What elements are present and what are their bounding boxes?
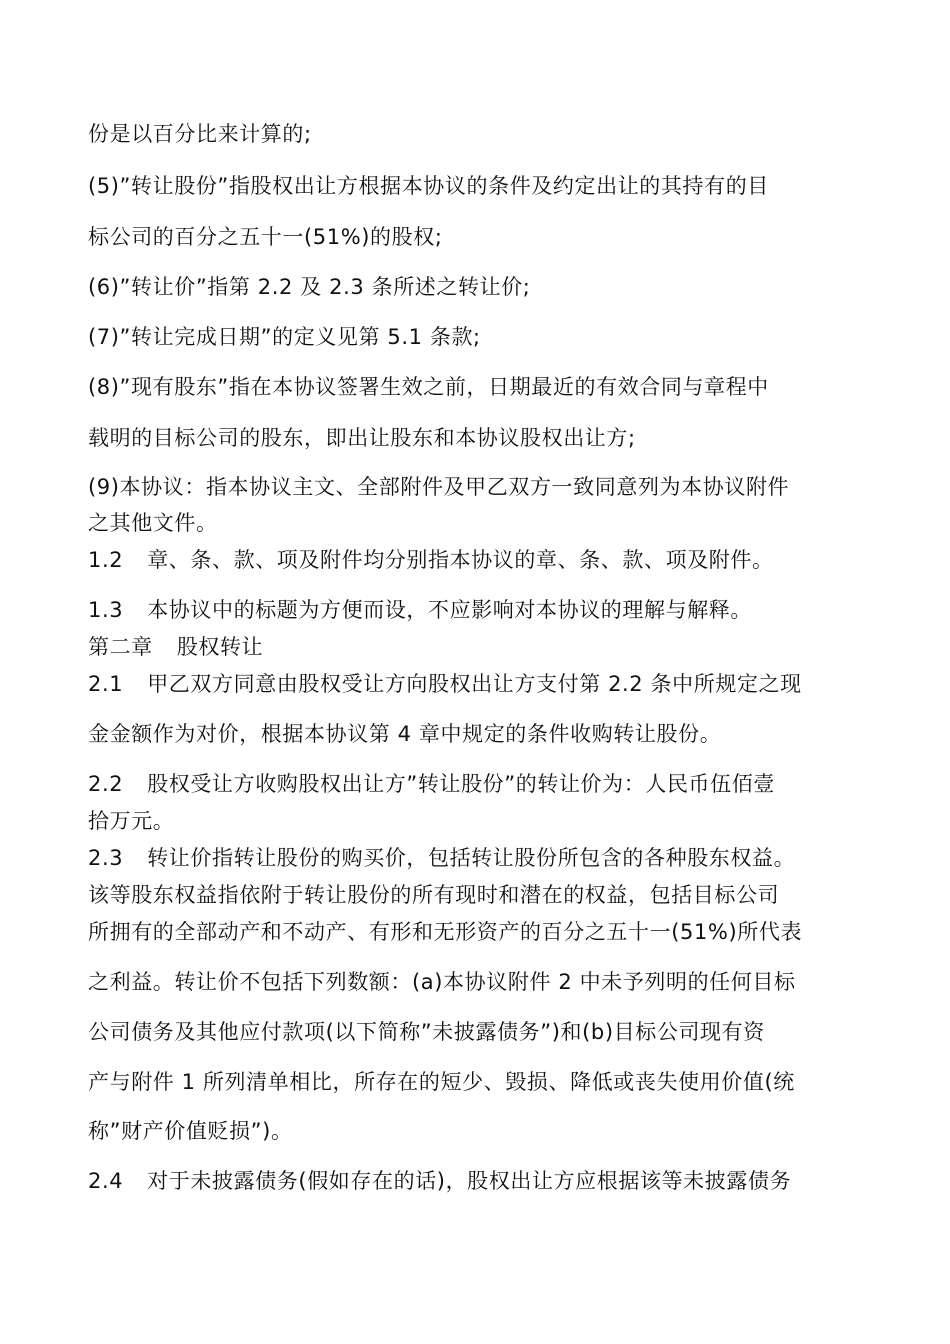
text-line: (8)”现有股东”指在本协议签署生效之前，日期最近的有效合同与章程中: [88, 375, 769, 399]
clause-text: 股权受让方收购股权出让方”转让股份”的转让价为：人民币伍佰壹: [147, 772, 775, 796]
text-line: 产与附件 1 所列清单相比，所存在的短少、毁损、降低或丧失使用价值(统: [88, 1070, 795, 1094]
text-line: (6)”转让价”指第 2.2 及 2.3 条所述之转让价;: [88, 275, 531, 299]
clause-1-3: [88, 596, 878, 624]
clause-number: 2.1: [88, 672, 124, 696]
clause-2-3: [88, 844, 878, 872]
text-line: 公司债务及其他应付款项(以下简称”未披露债务”)和(b)目标公司现有资: [88, 1020, 765, 1044]
text-line: (5)”转让股份”指股权出让方根据本协议的条件及约定出让的其持有的目: [88, 174, 769, 198]
clause-2-4: [88, 1167, 878, 1195]
clause-text: 转让价指转让股份的购买价，包括转让股份所包含的各种股东权益。: [147, 846, 796, 870]
text-line: (9)本协议：指本协议主文、全部附件及甲乙双方一致同意列为本协议附件: [88, 475, 790, 499]
text-line: 拾万元。: [88, 809, 175, 833]
text-line: 之利益。转让价不包括下列数额：(a)本协议附件 2 中未予列明的任何目标: [88, 970, 796, 994]
chapter-heading: [88, 633, 878, 661]
clause-text: 甲乙双方同意由股权受让方向股权出让方支付第 2.2 条中所规定之现: [147, 672, 802, 696]
clause-number: 2.3: [88, 846, 124, 870]
text-line: 之其他文件。: [88, 511, 218, 535]
clause-number: 2.4: [88, 1169, 124, 1193]
clause-number: 1.3: [88, 598, 124, 622]
text-line: 载明的目标公司的股东，即出让股东和本协议股权出让方;: [88, 426, 636, 450]
clause-1-2: [88, 546, 878, 574]
text-line: 金金额作为对价，根据本协议第 4 章中规定的条件收购转让股份。: [88, 722, 722, 746]
text-line: 该等股东权益指依附于转让股份的所有现时和潜在的权益，包括目标公司: [88, 883, 780, 907]
clause-text: 对于未披露债务(假如存在的话)，股权出让方应根据该等未披露债务: [147, 1169, 792, 1193]
chapter-number: 第二章: [88, 635, 153, 659]
chapter-title: 股权转让: [176, 635, 264, 659]
clause-number: 2.2: [88, 772, 124, 796]
text-line: (7)”转让完成日期”的定义见第 5.1 条款;: [88, 325, 481, 349]
text-line: 标公司的百分之五十一(51%)的股权;: [88, 225, 443, 249]
clause-number: 1.2: [88, 548, 124, 572]
text-line: 称”财产价值贬损”)。: [88, 1119, 293, 1143]
text-line: 所拥有的全部动产和不动产、有形和无形资产的百分之五十一(51%)所代表: [88, 920, 803, 944]
clause-text: 章、条、款、项及附件均分别指本协议的章、条、款、项及附件。: [147, 548, 774, 572]
clause-2-2: [88, 770, 878, 798]
clause-text: 本协议中的标题为方便而设，不应影响对本协议的理解与解释。: [147, 598, 753, 622]
text-line: 份是以百分比来计算的;: [88, 122, 312, 146]
clause-2-1: [88, 670, 878, 698]
